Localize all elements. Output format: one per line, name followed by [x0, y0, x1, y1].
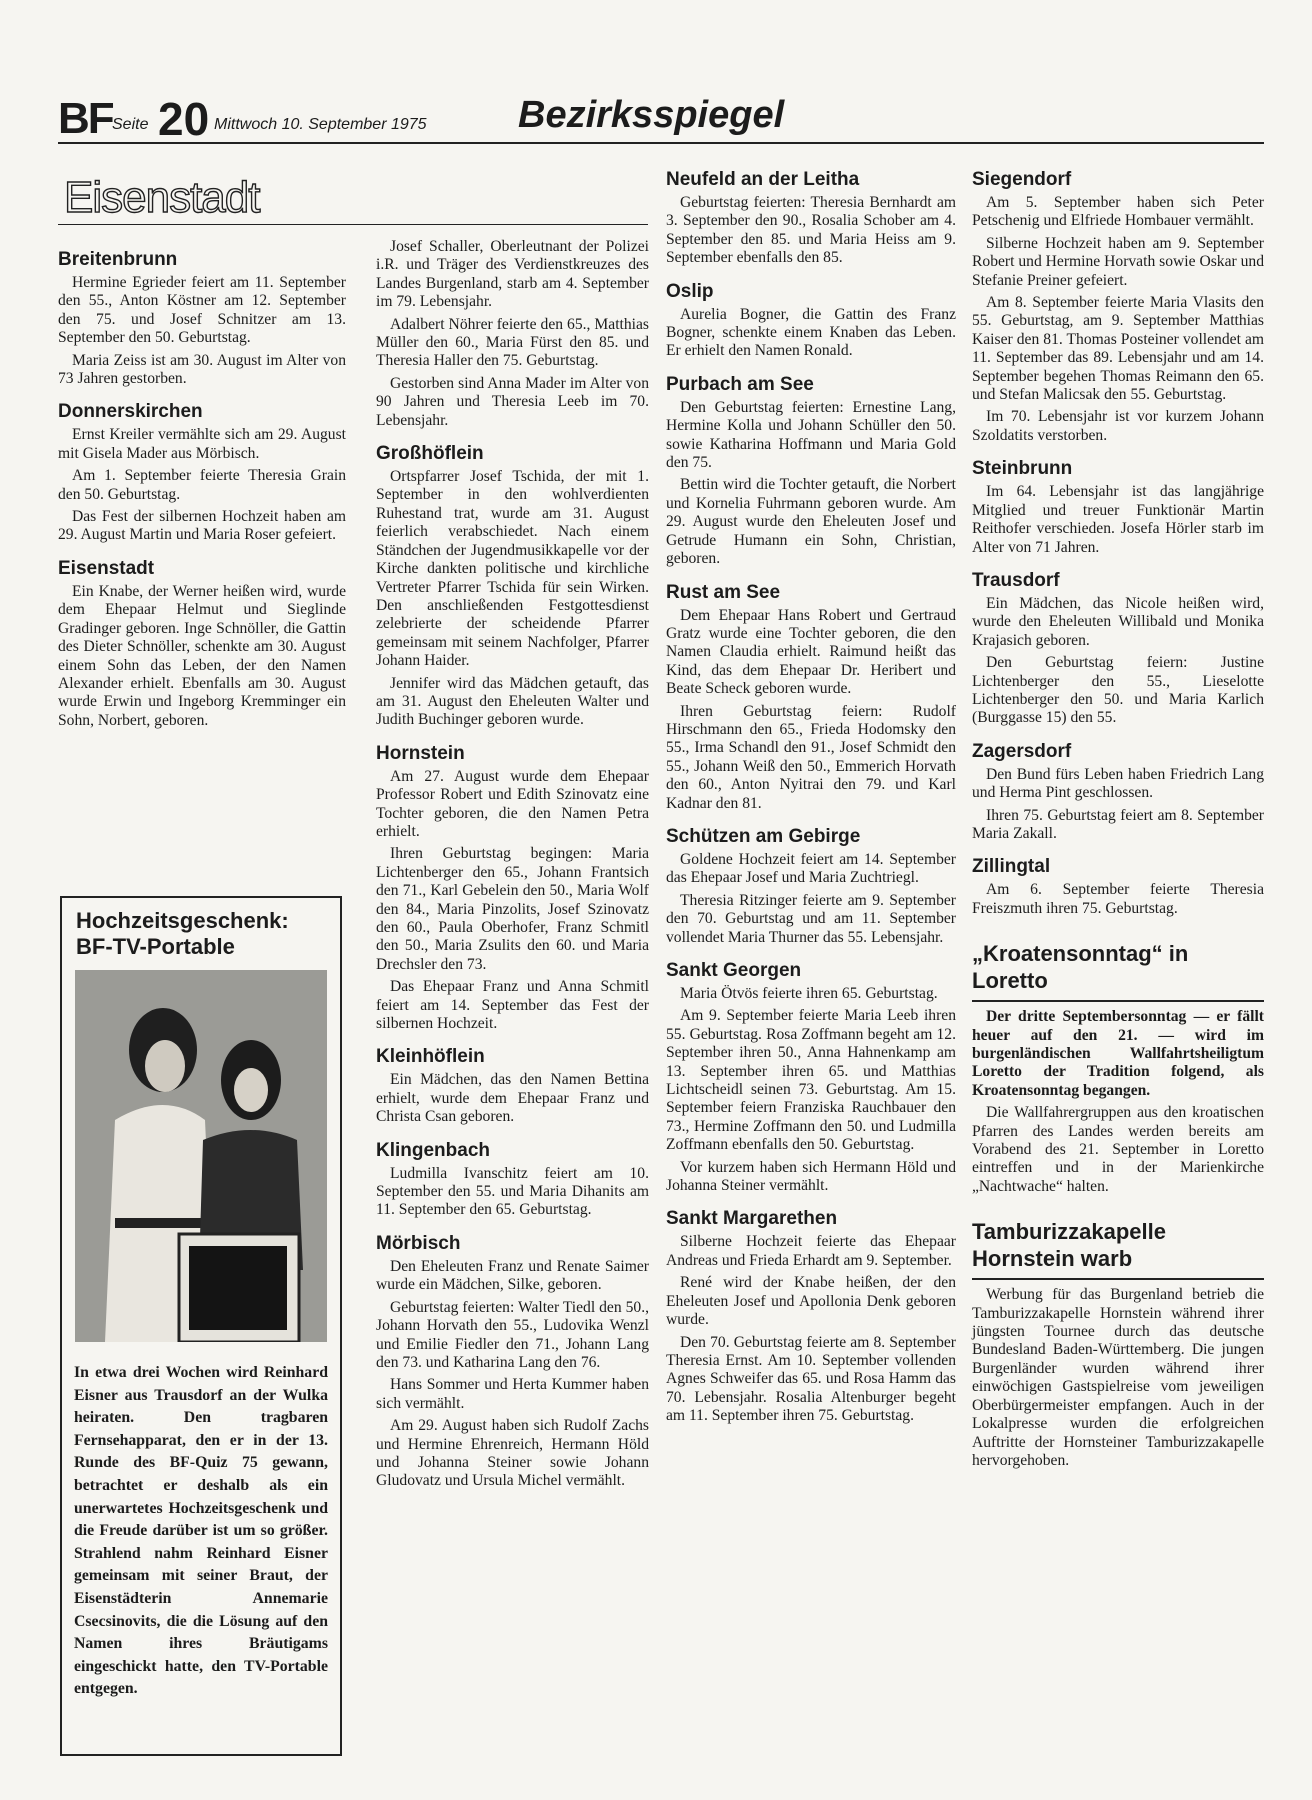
- heading-sankt-georgen: Sankt Georgen: [666, 960, 802, 981]
- district-kicker: Eisenstadt: [64, 173, 260, 222]
- heading-eisenstadt: Eisenstadt: [58, 557, 155, 579]
- article-paragraph: Am 1. September feierte Theresia Grain den 50. Geburtstag.: [58, 467, 346, 503]
- heading-purbach: Purbach am See: [666, 373, 814, 395]
- article-paragraph: Goldene Hochzeit feiert am 14. September das Ehepaar Josef und Maria Zuchtriegl.: [666, 850, 956, 887]
- masthead: [58, 92, 1264, 144]
- article-paragraph: Ein Knabe, der Werner heißen wird, wurde dem Ehepaar Helmut und Sieglinde Gradinger geboren. Inge Schnöller, die Gattin des Dieter Schnöller, schenkte am 30. August einem Sohn das Leben, der den Namen Alexander erhielt. Ebenfalls am 30. August wurde Erwin und Ingeborg Kremminger ein Sohn, Norbert, geboren.: [58, 582, 346, 729]
- article-paragraph: Ernst Kreiler vermählte sich am 29. August mit Gisela Mader aus Mörbisch.: [58, 426, 346, 462]
- heading-oslip: Oslip: [666, 280, 714, 302]
- heading-klingenbach: Klingenbach: [376, 1139, 491, 1161]
- article-paragraph: Am 27. August wurde dem Ehepaar Professor Robert und Edith Szinovatz eine Tochter geboren, die den Namen Petra erhielt.: [376, 767, 649, 840]
- headline-rule: [972, 1000, 1264, 1002]
- heading-donnerskirchen: Donnerskirchen: [58, 401, 203, 423]
- article-paragraph: Silberne Hochzeit feierte das Ehepaar Andreas und Frieda Erhardt am 9. September.: [666, 1233, 956, 1269]
- heading-grosshoeflein: Großhöflein: [376, 443, 484, 465]
- headline-rule: [972, 1278, 1264, 1280]
- article-paragraph: Vor kurzem haben sich Hermann Höld und Johanna Steiner vermählt.: [666, 1158, 956, 1195]
- article-paragraph: Am 6. September feierte Theresia Freiszmuth ihren 75. Geburtstag.: [972, 881, 1264, 917]
- article-paragraph: Den Bund fürs Leben haben Friedrich Lang und Herma Pint geschlossen.: [972, 765, 1264, 802]
- heading-steinbrunn: Steinbrunn: [972, 458, 1073, 480]
- article-paragraph: Ein Mädchen, das Nicole heißen wird, wurde den Eheleuten Willibald und Monika Krajasich geboren.: [972, 594, 1264, 649]
- article-paragraph: Im 70. Lebensjahr ist vor kurzem Johann Szoldatits verstorben.: [972, 408, 1264, 444]
- photo-caption: In etwa drei Wochen wird Reinhard Eisner aus Trausdorf an der Wulka heiraten. Den tragbaren Fernsehapparat, den er in der 13. Runde des BF-Quiz 75 gewann, betrachtet er deshalb als ein unerwartetes Hochzeitsgeschenk und die Freude darüber ist um so größer. Strahlend nahm Reinhard Eisner gemeinsam mit seiner Braut, der Eisenstädterin Annemarie Csecsinovits, die die Lösung auf den Namen ihres Bräutigams eingeschickt hatte, den TV-Portable entgegen.: [74, 1364, 328, 1698]
- article-paragraph: Die Wallfahrergruppen aus den kroatischen Pfarren des Landes werden bereits am Vorabend des 21. September in Loretto eintreffen und in der Marienkirche „Nachtwache“ halten.: [972, 1104, 1264, 1195]
- article-paragraph: Am 8. September feierte Maria Vlasits den 55. Geburtstag, am 9. September Matthias Kaiser den 81. Thomas Posteiner vollendet am 11. September das 89. Lebensjahr und am 14. September begehen Thomas Reimann den 65. und Stefan Malicsak den 55. Geburtstag.: [972, 294, 1264, 404]
- page-label: Seite: [112, 116, 149, 133]
- article-paragraph: Bettin wird die Tochter getauft, die Norbert und Kornelia Fuhrmann geboren wurde. Am 29. August wurde den Eheleuten Josef und Getrude Humann ein Sohn, Christian, geboren.: [666, 476, 956, 568]
- lead-paragraph: Der dritte Septembersonntag — er fällt heuer auf den 21. — wird im burgenländischen Wallfahrtsheiligtum Loretto der Tradition folgend, als Kroatensonntag begangen.: [972, 1008, 1264, 1099]
- article-paragraph: Das Ehepaar Franz und Anna Schmitl feiert am 14. September das Fest der silbernen Hochzeit.: [376, 978, 649, 1033]
- article-paragraph: Hans Sommer und Herta Kummer haben sich vermählt.: [376, 1376, 649, 1412]
- heading-hornstein: Hornstein: [376, 742, 465, 764]
- article-paragraph: Theresia Ritzinger feierte am 9. September den 70. Geburtstag und am 11. September vollendet Maria Thurner das 55. Lebensjahr.: [666, 891, 956, 946]
- article-paragraph: Ihren Geburtstag feiern: Rudolf Hirschmann den 65., Frieda Hodomsky den 55., Irma Schandl den 91., Josef Schmidt den 55., Johann Weiß den 50., Emmerich Horvath den 60., Anton Nyitrai den 79. und Karl Kadnar den 81.: [666, 702, 956, 812]
- column-2: [376, 238, 649, 1495]
- heading-sankt-margarethen: Sankt Margarethen: [666, 1208, 838, 1230]
- article-paragraph: Am 5. September haben sich Peter Petschenig und Elfriede Hombauer vermählt.: [972, 194, 1264, 230]
- article-paragraph: Dem Ehepaar Hans Robert und Gertraud Gratz wurde eine Tochter geboren, die den Namen Claudia erhielt. Raimund heißt das Kind, das dem Ehepaar Dr. Heribert und Beate Scheck geboren wurde.: [666, 606, 956, 698]
- article-paragraph: Geburtstag feierten: Theresia Bernhardt am 3. September den 90., Rosalia Schober am 4. September den 85. und Maria Heiss am 9. September ebenfalls den 85.: [666, 194, 956, 267]
- article-paragraph: Den 70. Geburtstag feierte am 8. September Theresia Ernst. Am 10. September vollenden Agnes Schweifer das 65. und Rosa Hamm das 70. Lebensjahr. Rosalia Altenburger begeht am 11. September ihren 75. Geburtstag.: [666, 1333, 956, 1425]
- article-paragraph: Ihren 75. Geburtstag feiert am 8. September Maria Zakall.: [972, 806, 1264, 842]
- article-paragraph: Maria Ötvös feierte ihren 65. Geburtstag.: [680, 985, 938, 1002]
- article-paragraph: Jennifer wird das Mädchen getauft, das am 31. August den Eheleuten Walter und Judith Buchinger geboren wurde.: [376, 674, 649, 729]
- photo-headline: Hochzeitsgeschenk: BF-TV-Portable: [76, 908, 289, 959]
- heading-rust: Rust am See: [666, 581, 781, 603]
- article-paragraph: Werbung für das Burgenland betrieb die Tamburizzakapelle Hornstein während ihrer jüngsten Tournee durch das deutsche Bundesland Baden-Württemberg. Die jungen Burgenländer wurden während ihrer einwöchigen Gastspielreise vom jeweiligen Oberbürgermeister empfangen. Auch in der Lokalpresse wurden die erfolgreichen Auftritte der Hornsteiner Tamburizzakapelle hervorgehoben.: [972, 1286, 1264, 1469]
- heading-trausdorf: Trausdorf: [972, 569, 1060, 591]
- photo-feature-box: [60, 896, 342, 1756]
- headline-kroatensonntag: „Kroatensonntag“ in Loretto: [972, 941, 1189, 994]
- heading-schuetzen: Schützen am Gebirge: [666, 825, 861, 847]
- section-title: Bezirksspiegel: [518, 94, 785, 136]
- heading-zagersdorf: Zagersdorf: [972, 740, 1072, 762]
- article-paragraph: Geburtstag feierten: Walter Tiedl den 50., Johann Horvath den 55., Ludovika Wenzl und Emilie Fiedler den 71., Johann Lang den 73. und Katharina Lang den 76.: [376, 1298, 649, 1371]
- couple-with-tv-photo: [75, 970, 327, 1342]
- article-paragraph: Hermine Egrieder feiert am 11. September den 55., Anton Köstner am 12. September den 75. und Josef Schnitzer am 13. September den 50. Geburtstag.: [58, 274, 346, 347]
- article-paragraph: Maria Zeiss ist am 30. August im Alter von 73 Jahren gestorben.: [58, 351, 346, 388]
- article-paragraph: Den Geburtstag feiern: Justine Lichtenberger den 55., Lieselotte Lichtenberger den 50. und Maria Karlich (Burggasse 15) den 55.: [972, 654, 1264, 727]
- article-paragraph: Im 64. Lebensjahr ist das langjährige Mitglied und treuer Funktionär Martin Reithofer verschieden. Josefa Hörler starb im Alter von 71 Jahren.: [972, 483, 1264, 556]
- article-paragraph: Am 9. September feierte Maria Leeb ihren 55. Geburtstag. Rosa Zoffmann begeht am 12. September ihren 50., Anna Hahnenkamp am 13. September ihren 65. und Matthias Lichtscheidl seinen 73. Geburtstag. Am 15. September feiern Franziska Rauchbauer den 73., Hermine Zoffmann den 50. und Ludmilla Zoffmann ebenfalls den 50. Geburtstag.: [666, 1007, 956, 1154]
- heading-moerbisch: Mörbisch: [376, 1232, 461, 1254]
- article-paragraph: Den Eheleuten Franz und Renate Saimer wurde ein Mädchen, Silke, geboren.: [376, 1257, 649, 1294]
- article-paragraph: Josef Schaller, Oberleutnant der Polizei i.R. und Träger des Verdienstkreuzes des Landes Burgenland, starb am 4. September im 79. Lebensjahr.: [376, 238, 649, 311]
- article-paragraph: Den Geburtstag feierten: Ernestine Lang, Hermine Kolla und Johann Schüller den 50. sowie Katharina Hoffmann und Maria Gold den 75.: [666, 398, 956, 472]
- article-paragraph: Am 29. August haben sich Rudolf Zachs und Hermine Ehrenreich, Hermann Höld und Johanna Steiner sowie Johann Gludovatz und Ursula Michel vermählt.: [376, 1417, 649, 1490]
- heading-siegendorf: Siegendorf: [972, 169, 1072, 190]
- article-paragraph: Ihren Geburtstag begingen: Maria Lichtenberger den 65., Johann Frantsich den 71., Karl Gebelein den 50., Maria Wolf den 84., Maria Pinzolits, Josef Szinovatz den 60., Paula Oberhofer, Franz Schmitl den 50., Maria Zsulits den 60. und Maria Drechsler den 73.: [376, 845, 649, 973]
- article-paragraph: Ein Mädchen, das den Namen Bettina erhielt, wurde dem Ehepaar Franz und Christa Csan geboren.: [376, 1071, 649, 1126]
- article-paragraph: Gestorben sind Anna Mader im Alter von 90 Jahren und Theresia Leeb im 70. Lebensjahr.: [376, 374, 649, 429]
- article-paragraph: Adalbert Nöhrer feierte den 65., Matthias Müller den 60., Maria Fürst den 85. und Theresia Haller den 75. Geburtstag.: [376, 315, 649, 370]
- column-1: [58, 248, 346, 734]
- heading-neufeld: Neufeld an der Leitha: [666, 169, 860, 190]
- kicker-rule: [58, 224, 648, 225]
- article-paragraph: Ludmilla Ivanschitz feiert am 10. September den 55. und Maria Dihanits am 11. September den 65. Geburtstag.: [376, 1164, 649, 1219]
- article-paragraph: Das Fest der silbernen Hochzeit haben am 29. August Martin und Maria Roser gefeiert.: [58, 508, 346, 544]
- article-paragraph: Ortspfarrer Josef Tschida, der mit 1. September in den wohlverdienten Ruhestand trat, wurde am 31. August feierlich verabschiedet. Nach einem Ständchen der Jugendmusikkapelle vor der Kirche dankten politische und kirchliche Vertreter Pfarrer Tschida für sein Wirken. Den anschließenden Festgottesdienst zelebrierte der scheidende Pfarrer gemeinsam mit seinem Nachfolger, Pfarrer Johann Haider.: [376, 468, 649, 670]
- heading-breitenbrunn: Breitenbrunn: [58, 249, 178, 270]
- article-paragraph: Silberne Hochzeit haben am 9. September Robert und Hermine Horvath sowie Oskar und Stefanie Preiner gefeiert.: [972, 234, 1264, 289]
- heading-kleinhoeflein: Kleinhöflein: [376, 1046, 485, 1068]
- page-number: 20: [158, 93, 210, 145]
- headline-tamburizza: Tamburizzakapelle Hornstein warb: [972, 1219, 1166, 1272]
- column-3: [666, 168, 956, 1430]
- issue-date: Mittwoch 10. September 1975: [214, 116, 427, 133]
- heading-zillingtal: Zillingtal: [972, 856, 1051, 878]
- column-4: [972, 168, 1264, 1474]
- paper-logo: BF: [58, 94, 113, 143]
- article-paragraph: Aurelia Bogner, die Gattin des Franz Bogner, schenkte einem Knaben das Leben. Er erhielt den Namen Ronald.: [666, 305, 956, 360]
- article-paragraph: René wird der Knabe heißen, der den Eheleuten Josef und Apollonia Denk geboren wurde.: [666, 1274, 956, 1329]
